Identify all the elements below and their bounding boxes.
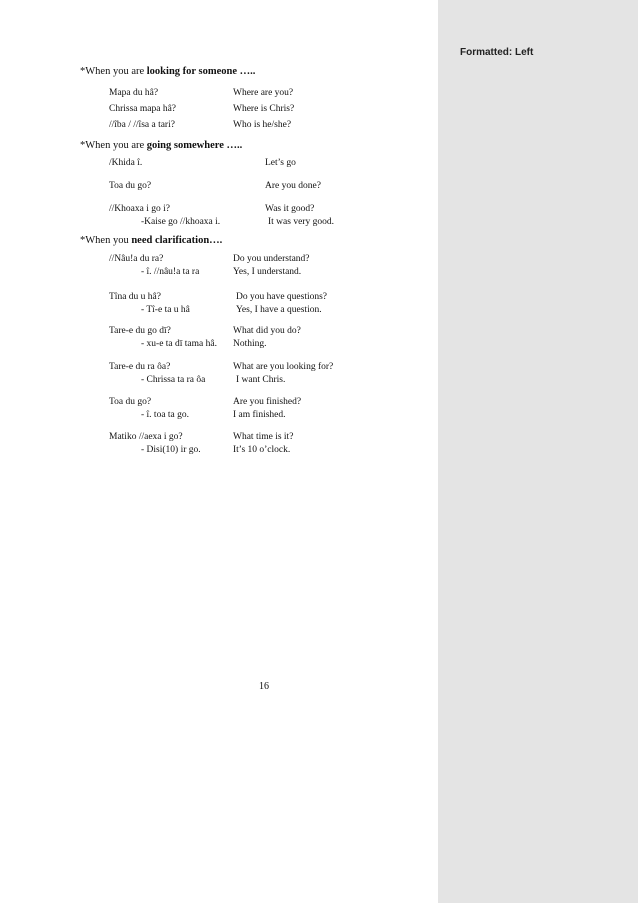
phrase-source: Mapa du hâ? [109, 88, 159, 98]
response-source: - Disi(10) ir go. [141, 445, 201, 455]
phrase-source: //îba / //îsa a tari? [109, 120, 175, 130]
phrase-source: //Nâu!a du ra? [109, 254, 164, 264]
phrase-translation: What time is it? [233, 432, 294, 442]
response-source: - Tî-e ta u hâ [141, 305, 190, 315]
response-translation: I want Chris. [236, 375, 286, 385]
comment-sidebar [438, 0, 638, 903]
phrase-source: Tare-e du ra ôa? [109, 362, 171, 372]
phrase-translation: Where is Chris? [233, 104, 295, 114]
phrase-source: Toa du go? [109, 397, 152, 407]
comment-panel-title: Formatted: Left [460, 47, 534, 58]
phrase-translation: Are you finished? [233, 397, 302, 407]
response-translation: It was very good. [268, 217, 334, 227]
response-source: - î. //nâu!a ta ra [141, 267, 200, 277]
phrase-translation: What did you do? [233, 326, 301, 336]
phrase-translation: Was it good? [265, 204, 315, 214]
phrase-source: Tare-e du go dī? [109, 326, 171, 336]
section-heading-clarification: *When you need clarification…. [80, 235, 223, 246]
response-source: - Chrissa ta ra ôa [141, 375, 206, 385]
phrase-source: Tîna du u hâ? [109, 292, 161, 302]
phrase-translation: Where are you? [233, 88, 294, 98]
phrase-translation: Do you understand? [233, 254, 310, 264]
phrase-translation: What are you looking for? [233, 362, 334, 372]
section-heading-looking: *When you are looking for someone ….. [80, 66, 256, 77]
response-translation: Yes, I understand. [233, 267, 302, 277]
phrase-source: Toa du go? [109, 181, 152, 191]
response-source: -Kaise go //khoaxa i. [141, 217, 221, 227]
page-number: 16 [259, 681, 269, 692]
section-heading-going: *When you are going somewhere ….. [80, 140, 243, 151]
response-translation: It’s 10 o’clock. [233, 445, 291, 455]
response-source: - xu-e ta dī tama hâ. [141, 339, 217, 349]
phrase-translation: Let’s go [265, 158, 296, 168]
response-translation: Nothing. [233, 339, 267, 349]
phrase-source: Matiko //aexa i go? [109, 432, 183, 442]
phrase-translation: Do you have questions? [236, 292, 328, 302]
response-translation: I am finished. [233, 410, 286, 420]
phrase-translation: Are you done? [265, 181, 321, 191]
phrase-source: //Khoaxa i go i? [109, 204, 170, 214]
phrase-source: /Khida î. [109, 158, 143, 168]
response-translation: Yes, I have a question. [236, 305, 322, 315]
phrase-translation: Who is he/she? [233, 120, 292, 130]
phrase-source: Chrissa mapa hâ? [109, 104, 177, 114]
response-source: - î. toa ta go. [141, 410, 190, 420]
